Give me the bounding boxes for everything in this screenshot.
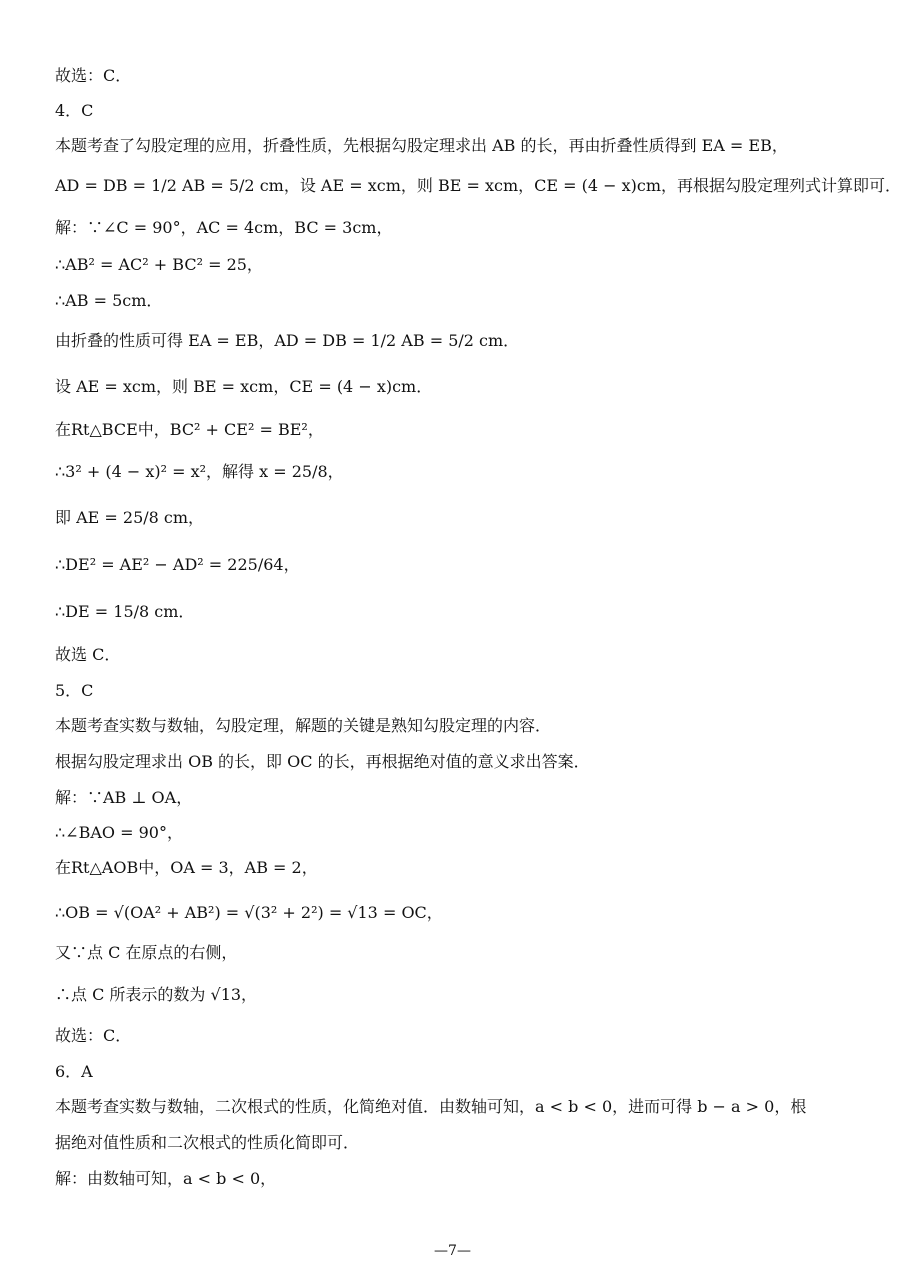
text-line: ∴OB = √(OA² + AB²) = √(3² + 2²) = √13 = OC，	[55, 903, 443, 922]
text-line: 在Rt△BCE中，BC² + CE² = BE²，	[55, 420, 324, 439]
text-line: 设 AE = xcm，则 BE = xcm，CE = (4 − x)cm．	[55, 377, 433, 396]
text-line: 解：∵∠C = 90°，AC = 4cm，BC = 3cm，	[55, 218, 393, 237]
text-line: ∴DE² = AE² − AD² = 225/64，	[55, 555, 300, 574]
text-line: 5．C	[55, 681, 94, 700]
page-number: —7—	[434, 1243, 471, 1259]
text-line: ∴∠BAO = 90°，	[55, 823, 183, 842]
text-line: ∴AB² = AC² + BC² = 25，	[55, 255, 263, 274]
text-line: 由折叠的性质可得 EA = EB，AD = DB = 1/2 AB = 5/2 cm．	[55, 331, 520, 350]
text-line: 6．A	[55, 1062, 93, 1081]
text-line: 故选：C．	[55, 1026, 132, 1045]
text-line: ∴点 C 所表示的数为 √13，	[55, 985, 258, 1004]
text-line: AD = DB = 1/2 AB = 5/2 cm，设 AE = xcm，则 BE = xcm，CE = (4 − x)cm，再根据勾股定理列式计算即可．	[55, 176, 902, 195]
text-line: 即 AE = 25/8 cm，	[55, 508, 205, 527]
text-line: 本题考查实数与数轴，二次根式的性质，化简绝对值．由数轴可知，a < b < 0，进而可得 b − a > 0，根	[55, 1097, 807, 1116]
text-line: ∴3² + (4 − x)² = x²，解得 x = 25/8，	[55, 462, 344, 481]
text-line: ∴AB = 5cm．	[55, 291, 163, 310]
text-line: 4．C	[55, 101, 94, 120]
text-line: 在Rt△AOB中，OA = 3，AB = 2，	[55, 858, 318, 877]
text-line: 解：∵AB ⊥ OA，	[55, 788, 193, 807]
text-line: 故选 C．	[55, 645, 121, 664]
text-line: 本题考查了勾股定理的应用，折叠性质，先根据勾股定理求出 AB 的长，再由折叠性质得到 EA = EB，	[55, 136, 788, 155]
text-line: ∴DE = 15/8 cm．	[55, 602, 195, 621]
text-line: 根据勾股定理求出 OB 的长，即 OC 的长，再根据绝对值的意义求出答案．	[55, 752, 590, 771]
text-line: 据绝对值性质和二次根式的性质化简即可．	[55, 1133, 360, 1152]
text-line: 故选：C．	[55, 66, 132, 85]
text-line: 又∵点 C 在原点的右侧，	[55, 943, 238, 962]
text-line: 解：由数轴可知，a < b < 0，	[55, 1169, 277, 1188]
text-line: 本题考查实数与数轴，勾股定理，解题的关键是熟知勾股定理的内容．	[55, 716, 552, 735]
